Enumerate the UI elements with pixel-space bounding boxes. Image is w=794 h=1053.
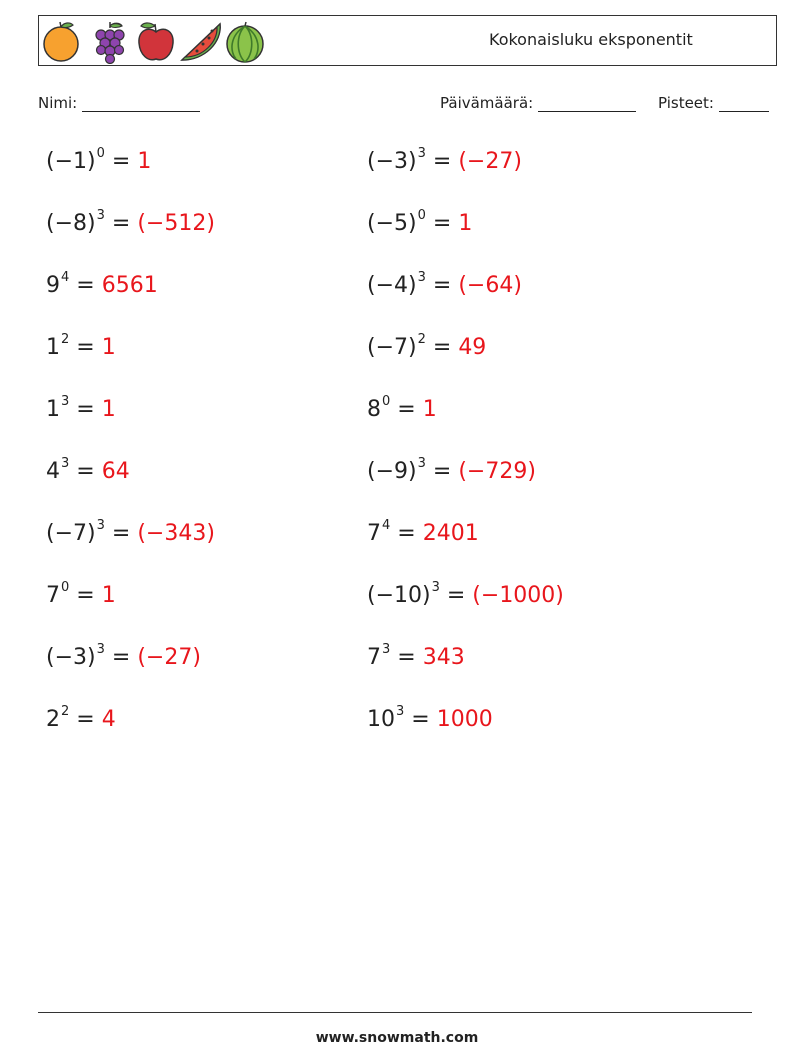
equals-sign: = [104, 645, 138, 670]
problem-answer: 4 [101, 707, 116, 732]
problem-answer: 1 [458, 211, 473, 236]
problem-item [367, 396, 437, 427]
problem-base: (−7) [46, 521, 96, 546]
problem-item [367, 272, 522, 303]
equals-sign: = [104, 149, 138, 174]
footer-url: www.snowmath.com [315, 1030, 479, 1046]
problem-item [367, 458, 536, 489]
problem-base: 2 [46, 707, 60, 732]
problem-base: (−10) [367, 583, 431, 608]
problem-base: 7 [46, 583, 60, 608]
problem-answer: 1 [101, 335, 116, 360]
problem-exponent: 3 [96, 518, 105, 533]
problem-item [367, 210, 472, 241]
problem-base: (−8) [46, 211, 96, 236]
problem-exponent: 3 [417, 270, 426, 285]
equals-sign: = [390, 521, 423, 546]
problem-base: (−3) [46, 645, 96, 670]
problem-answer: (−27) [458, 149, 522, 174]
problem-item [367, 334, 486, 365]
problem-answer: 343 [422, 645, 465, 670]
equals-sign: = [104, 211, 138, 236]
equals-sign: = [404, 707, 437, 732]
equals-sign: = [425, 459, 459, 484]
equals-sign: = [69, 459, 102, 484]
worksheet-title: Kokonaisluku eksponentit [489, 30, 693, 49]
problem-item [367, 706, 493, 737]
problem-answer: 49 [458, 335, 487, 360]
date-blank [538, 95, 636, 112]
problem-base: (−3) [367, 149, 417, 174]
problem-base: 8 [367, 397, 381, 422]
watermelon-slice-icon [179, 20, 223, 64]
equals-sign: = [104, 521, 138, 546]
problem-exponent: 0 [382, 394, 391, 409]
problem-exponent: 3 [61, 456, 70, 471]
problem-base: (−5) [367, 211, 417, 236]
equals-sign: = [69, 335, 102, 360]
problem-exponent: 4 [382, 518, 391, 533]
problem-base: 4 [46, 459, 60, 484]
problem-answer: (−729) [458, 459, 536, 484]
problem-base: 7 [367, 521, 381, 546]
problem-exponent: 3 [396, 704, 405, 719]
problem-exponent: 3 [417, 456, 426, 471]
problem-base: 7 [367, 645, 381, 670]
problem-answer: (−343) [137, 521, 215, 546]
problem-base: (−4) [367, 273, 417, 298]
problem-exponent: 3 [431, 580, 440, 595]
score-field [658, 94, 769, 112]
problem-item [46, 272, 158, 303]
equals-sign: = [425, 273, 459, 298]
problem-exponent: 0 [61, 580, 70, 595]
problem-answer: (−27) [137, 645, 201, 670]
name-blank [82, 95, 200, 112]
problem-answer: (−1000) [472, 583, 564, 608]
problem-exponent: 4 [61, 270, 70, 285]
problem-answer: 6561 [101, 273, 158, 298]
problem-item [367, 520, 479, 551]
problem-item [367, 582, 564, 613]
problem-exponent: 3 [96, 208, 105, 223]
problem-answer: 2401 [422, 521, 479, 546]
problem-item [46, 644, 201, 675]
date-field [440, 94, 636, 112]
problem-answer: 1 [101, 397, 116, 422]
score-blank [719, 95, 769, 112]
problem-base: (−9) [367, 459, 417, 484]
problem-answer: (−64) [458, 273, 522, 298]
equals-sign: = [69, 397, 102, 422]
orange-icon [42, 20, 84, 64]
equals-sign: = [390, 397, 423, 422]
equals-sign: = [439, 583, 473, 608]
problem-answer: 1000 [436, 707, 493, 732]
problem-exponent: 3 [96, 642, 105, 657]
problem-exponent: 3 [382, 642, 391, 657]
problem-exponent: 3 [61, 394, 70, 409]
problem-item [46, 582, 116, 613]
footer-divider [38, 1012, 752, 1013]
problem-item [367, 148, 522, 179]
date-label: Päivämäärä: [440, 94, 534, 112]
name-field [38, 94, 200, 112]
equals-sign: = [425, 211, 459, 236]
problem-answer: 1 [422, 397, 437, 422]
equals-sign: = [69, 707, 102, 732]
problem-item [46, 210, 215, 241]
equals-sign: = [69, 273, 102, 298]
problem-base: 1 [46, 397, 60, 422]
problem-base: (−7) [367, 335, 417, 360]
problem-item [46, 706, 116, 737]
equals-sign: = [390, 645, 423, 670]
equals-sign: = [69, 583, 102, 608]
problem-exponent: 2 [61, 704, 70, 719]
problem-item [46, 334, 116, 365]
problem-exponent: 2 [417, 332, 426, 347]
problem-item [46, 396, 116, 427]
grapes-icon [90, 20, 130, 64]
problem-exponent: 0 [417, 208, 426, 223]
problem-base: 9 [46, 273, 60, 298]
problem-exponent: 0 [96, 146, 105, 161]
problem-answer: 1 [101, 583, 116, 608]
problem-answer: (−512) [137, 211, 215, 236]
problem-item [367, 644, 465, 675]
apple-icon [135, 20, 177, 64]
problem-answer: 64 [101, 459, 130, 484]
problem-item [46, 520, 215, 551]
problem-exponent: 3 [417, 146, 426, 161]
problem-base: 10 [367, 707, 395, 732]
problem-item [46, 458, 130, 489]
problem-item [46, 148, 151, 179]
worksheet-header [38, 15, 777, 66]
problem-base: (−1) [46, 149, 96, 174]
problem-answer: 1 [137, 149, 152, 174]
problem-base: 1 [46, 335, 60, 360]
equals-sign: = [425, 149, 459, 174]
watermelon-icon [224, 20, 266, 64]
score-label: Pisteet: [658, 94, 714, 112]
name-label: Nimi: [38, 94, 78, 112]
problem-exponent: 2 [61, 332, 70, 347]
equals-sign: = [425, 335, 459, 360]
